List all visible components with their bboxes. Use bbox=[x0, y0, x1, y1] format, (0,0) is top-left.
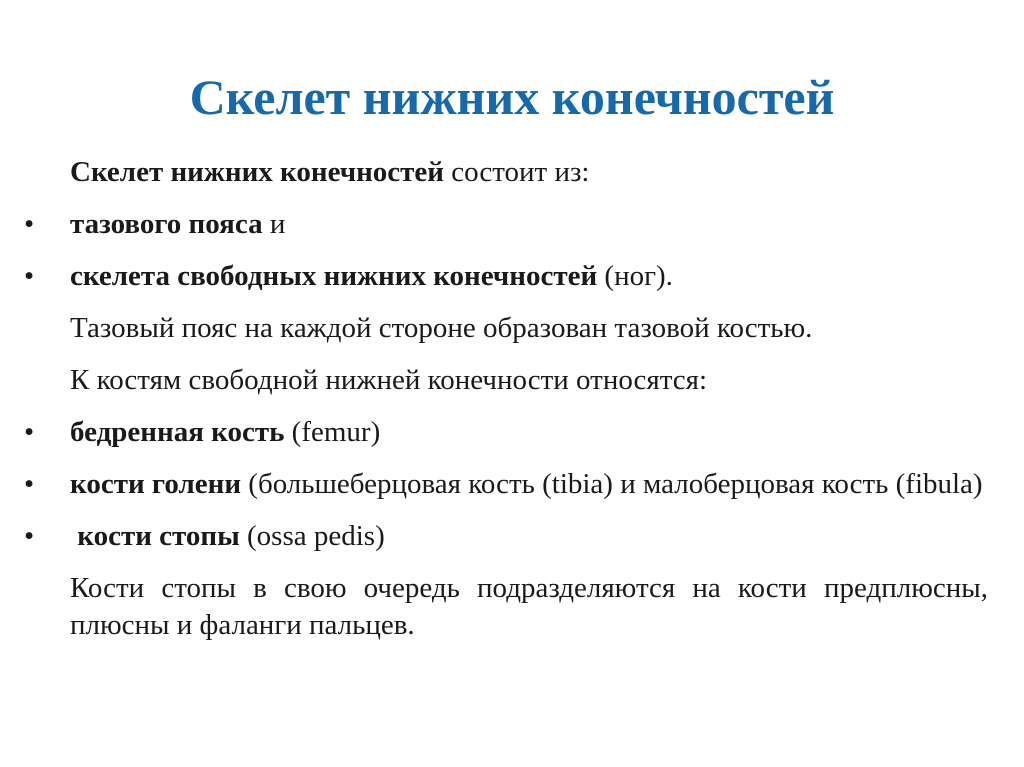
paragraph-text: (femur) bbox=[284, 416, 381, 448]
slide-body bbox=[24, 154, 988, 659]
paragraph bbox=[24, 570, 988, 644]
paragraph-text: и bbox=[262, 208, 286, 240]
paragraph-text: состоит из: bbox=[444, 156, 590, 188]
bold-term: кости голени bbox=[70, 468, 242, 500]
paragraph-text: (ног). bbox=[597, 260, 673, 292]
paragraph-text: К костям свободной нижней конечности относятся: bbox=[70, 364, 708, 396]
paragraph bbox=[24, 310, 988, 347]
bullet-item bbox=[24, 414, 988, 451]
bullet-item bbox=[24, 466, 988, 503]
bullet-icon: • bbox=[24, 208, 35, 240]
bullet-item bbox=[24, 206, 988, 243]
paragraph-text: Тазовый пояс на каждой стороне образован тазовой костью. bbox=[70, 312, 813, 344]
paragraph-text: Кости стопы в свою очередь подразделяются на кости предплюсны, плюсны и фаланги пальцев. bbox=[70, 572, 988, 641]
paragraph-text: (большеберцовая кость (tibia) и малоберцовая кость (fibula) bbox=[241, 468, 983, 500]
paragraph bbox=[24, 154, 988, 191]
bullet-item bbox=[24, 258, 988, 295]
bold-term: тазового пояса bbox=[70, 208, 263, 240]
bullet-icon: • bbox=[24, 260, 35, 292]
bullet-icon: • bbox=[24, 416, 35, 448]
bold-term: Скелет нижних конечностей bbox=[70, 156, 444, 188]
bullet-item bbox=[24, 518, 988, 555]
bold-term: бедренная кость bbox=[70, 416, 285, 448]
paragraph bbox=[24, 362, 988, 399]
bullet-icon: • bbox=[24, 468, 35, 500]
bullet-icon: • bbox=[24, 520, 35, 552]
slide-title: Скелет нижних конечностей bbox=[189, 69, 835, 125]
bold-term: кости стопы bbox=[70, 520, 240, 552]
bold-term: скелета свободных нижних конечностей bbox=[70, 260, 598, 292]
paragraph-text: (ossa pedis) bbox=[239, 520, 385, 552]
